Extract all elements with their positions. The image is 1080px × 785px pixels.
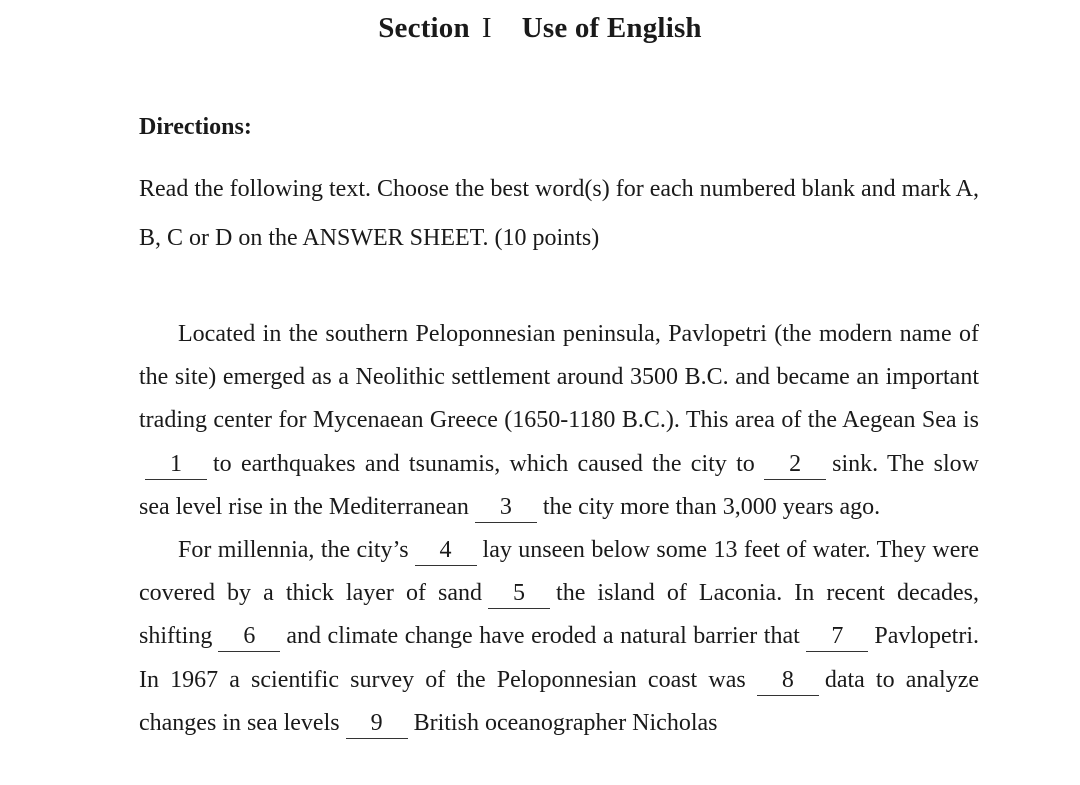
directions-text: Read the following text. Choose the best word(s) for each numbered blank and mark A, B, C or D on the ANSWER SHEET. (10 points) xyxy=(139,176,979,251)
passage-text: Pavlopetri. In 1967 a scientific survey of the Peloponnesian coast was xyxy=(139,623,980,693)
reading-passage xyxy=(139,313,979,745)
blank-1: 1 xyxy=(145,449,207,480)
blank-7: 7 xyxy=(806,621,868,652)
blank-3: 3 xyxy=(475,492,537,523)
blank-8: 8 xyxy=(757,665,819,696)
paragraph-2 xyxy=(139,529,979,745)
passage-text: the city more than 3,000 years ago. xyxy=(542,493,881,520)
section-heading xyxy=(0,12,1080,45)
blank-9: 9 xyxy=(346,708,408,739)
blank-5: 5 xyxy=(488,578,550,609)
section-word: Section xyxy=(378,12,470,44)
passage-text: and climate change have eroded a natural barrier that xyxy=(286,623,800,650)
directions-label: Directions: xyxy=(139,114,252,140)
blank-4: 4 xyxy=(415,535,477,566)
passage-text: the island of Laconia. In recent decades, shifting xyxy=(139,580,980,650)
blank-2: 2 xyxy=(764,449,826,480)
passage-text: data to analyze changes in sea levels xyxy=(139,666,980,736)
blank-6: 6 xyxy=(218,621,280,652)
passage-text: For millennia, the city’s xyxy=(178,537,409,564)
paragraph-1 xyxy=(139,313,979,529)
passage-text: sink. The slow sea level rise in the Mediterranean xyxy=(139,450,979,520)
passage-text: British oceanographer Nicholas xyxy=(413,709,718,736)
passage-text: to earthquakes and tsunamis, which caused the city to xyxy=(213,450,755,477)
passage-text: lay unseen below some 13 feet of water. They were covered by a thick layer of sand xyxy=(139,537,979,607)
passage-text: Located in the southern Peloponnesian peninsula, Pavlopetri (the modern name of the site) emerged as a Neolithic settlement around 3500 B.C. and became an important trading center for Mycenaean Greece (1650-1180 B.C.). This area of the Aegean Sea is xyxy=(139,321,979,434)
section-numeral: I xyxy=(481,12,492,44)
section-title: Use of English xyxy=(521,12,702,44)
